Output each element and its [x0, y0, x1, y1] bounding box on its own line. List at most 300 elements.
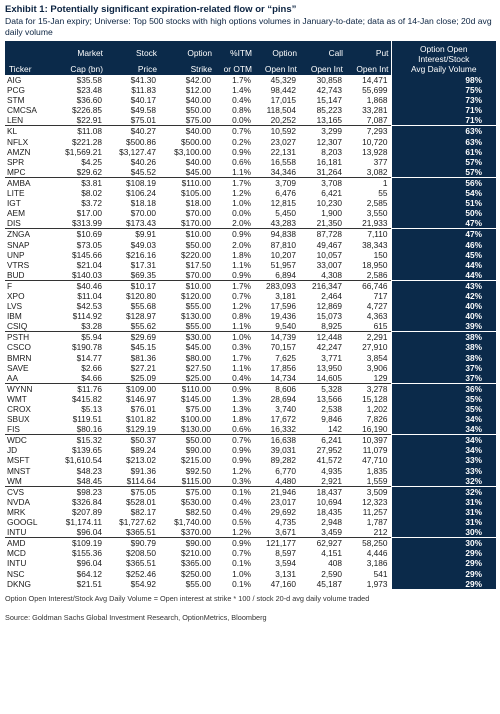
- ticker-cell: BMRN: [7, 352, 32, 363]
- header-cell: Open Int: [254, 59, 299, 75]
- value-cell: 1.1%: [232, 362, 251, 373]
- value-cell: 1.2%: [232, 188, 251, 199]
- value-cell: 0.7%: [232, 548, 251, 559]
- value-cell: $70.00: [185, 269, 211, 280]
- ratio-header-line: Option Open: [420, 44, 468, 54]
- value-cell: $130.00: [181, 424, 211, 435]
- table-row: [5, 404, 496, 414]
- value-cell: $75.05: [105, 486, 159, 497]
- value-cell: $45.52: [130, 166, 156, 177]
- value-cell: $3,127.47: [119, 146, 156, 157]
- value-cell: 11,257: [362, 506, 388, 517]
- value-cell: 29,692: [270, 506, 296, 517]
- table-row: [5, 445, 496, 455]
- value-cell: $11.83: [131, 85, 156, 96]
- value-cell: $528.01: [126, 496, 156, 507]
- value-cell: $120.00: [181, 290, 211, 301]
- value-cell: 16,181: [316, 156, 342, 167]
- value-cell: 43,283: [270, 218, 296, 229]
- value-cell: 3,708: [299, 177, 345, 188]
- ratio-cell: 63%: [391, 126, 496, 137]
- value-cell: $213.02: [126, 455, 156, 466]
- ticker-cell: KL: [5, 126, 49, 137]
- ticker-cell: WM: [7, 475, 22, 486]
- value-cell: 129: [373, 372, 388, 383]
- value-cell: $3,100.00: [174, 146, 211, 157]
- value-cell: $40.00: [185, 156, 211, 167]
- value-cell: 2,921: [321, 475, 342, 486]
- value-cell: $80.16: [76, 424, 102, 435]
- table-row: [5, 270, 496, 281]
- ratio-cell: 29%: [391, 579, 496, 589]
- value-cell: 150: [373, 249, 388, 260]
- value-cell: 87,728: [299, 229, 345, 240]
- value-cell: 33,281: [362, 105, 388, 116]
- value-cell: $40.46: [49, 280, 105, 291]
- ratio-cell: 57%: [391, 167, 496, 178]
- value-cell: 4,735: [275, 517, 296, 528]
- value-cell: 283,093: [254, 280, 299, 291]
- value-cell: $100.00: [181, 414, 211, 425]
- value-cell: $530.00: [181, 496, 211, 507]
- value-cell: 10,230: [316, 198, 342, 209]
- value-cell: $30.00: [159, 332, 214, 343]
- value-cell: 1.2%: [232, 465, 251, 476]
- ratio-cell: 47%: [391, 218, 496, 229]
- value-cell: 0.7%: [214, 126, 254, 137]
- value-cell: 98,442: [270, 85, 296, 96]
- ratio-cell: 71%: [391, 115, 496, 126]
- value-cell: 3,278: [345, 383, 391, 394]
- value-cell: $500.86: [126, 136, 156, 147]
- value-cell: $415.82: [72, 393, 102, 404]
- value-cell: 3,186: [366, 558, 388, 569]
- value-cell: 45,329: [270, 75, 296, 85]
- value-cell: $15.32: [49, 435, 105, 446]
- table-row: [5, 353, 496, 363]
- ratio-cell: 31%: [391, 517, 496, 527]
- header-cell: or OTM: [214, 59, 254, 75]
- value-cell: $92.50: [185, 465, 211, 476]
- value-cell: $500.00: [181, 136, 211, 147]
- ticker-cell: SAVE: [7, 362, 29, 373]
- ticker-cell: WDC: [5, 435, 49, 446]
- value-cell: 21,946: [254, 486, 299, 497]
- value-cell: $70.00: [130, 208, 156, 219]
- ratio-cell: 31%: [391, 507, 496, 517]
- value-cell: $145.00: [181, 393, 211, 404]
- table-row: [5, 424, 496, 435]
- value-cell: $1,740.00: [174, 517, 211, 528]
- value-cell: 12,815: [270, 198, 296, 209]
- table-row: [5, 332, 496, 343]
- value-cell: 7,826: [366, 414, 388, 425]
- value-cell: 21,350: [316, 218, 342, 229]
- ticker-cell: AIG: [7, 75, 22, 85]
- ticker-cell: GOOGL: [7, 517, 38, 528]
- ratio-cell: 44%: [391, 270, 496, 281]
- value-cell: 4,308: [321, 269, 342, 280]
- ticker-cell: NSC: [7, 568, 25, 579]
- value-cell: $11.76: [49, 383, 105, 394]
- value-cell: 17,015: [270, 95, 296, 106]
- ratio-cell: 57%: [391, 157, 496, 167]
- table-row: [5, 250, 496, 260]
- value-cell: $27.21: [130, 362, 156, 373]
- value-cell: $76.01: [130, 404, 156, 414]
- value-cell: $90.79: [105, 538, 159, 549]
- value-cell: 12,448: [299, 332, 345, 343]
- table-row: [5, 435, 496, 446]
- value-cell: $115.00: [181, 475, 211, 486]
- value-cell: 17,672: [270, 414, 296, 425]
- value-cell: $226.85: [72, 105, 102, 116]
- ticker-cell: MSFT: [7, 455, 30, 466]
- value-cell: $75.00: [185, 404, 211, 414]
- value-cell: 1,202: [366, 404, 388, 414]
- ratio-cell: 40%: [391, 311, 496, 321]
- value-cell: 0.8%: [232, 311, 251, 322]
- value-cell: 34,346: [270, 166, 296, 177]
- value-cell: $145.66: [72, 249, 102, 260]
- ticker-cell: IGT: [7, 198, 21, 209]
- value-cell: $17.31: [130, 259, 156, 270]
- value-cell: $2.66: [81, 362, 102, 373]
- ticker-cell: AMBA: [5, 177, 49, 188]
- ratio-cell: 30%: [391, 527, 496, 538]
- value-cell: $5.94: [49, 332, 105, 343]
- value-cell: 20,252: [270, 115, 296, 126]
- value-cell: 1.0%: [232, 198, 251, 209]
- value-cell: $221.28: [72, 136, 102, 147]
- header-cell: Put: [345, 41, 391, 59]
- value-cell: $55.00: [185, 578, 211, 589]
- value-cell: $208.50: [126, 548, 156, 559]
- ticker-cell: PSTH: [5, 332, 49, 343]
- value-cell: $91.36: [130, 465, 156, 476]
- value-cell: $25.00: [185, 372, 211, 383]
- value-cell: 16,332: [270, 424, 296, 435]
- ratio-cell: 39%: [391, 321, 496, 332]
- value-cell: 28,694: [270, 393, 296, 404]
- ticker-cell: CMCSA: [7, 105, 37, 116]
- value-cell: 4,935: [321, 465, 342, 476]
- ticker-cell: WYNN: [5, 383, 49, 394]
- value-cell: $4.25: [81, 156, 102, 167]
- table-row: [5, 455, 496, 465]
- value-cell: $3.81: [49, 177, 105, 188]
- value-cell: 1.8%: [232, 414, 251, 425]
- value-cell: 3,709: [254, 177, 299, 188]
- value-cell: 70,157: [270, 342, 296, 353]
- value-cell: 42,247: [316, 342, 342, 353]
- value-cell: $114.64: [126, 475, 156, 486]
- value-cell: 2,538: [321, 404, 342, 414]
- value-cell: $25.09: [130, 372, 156, 383]
- value-cell: 42,743: [316, 85, 342, 96]
- value-cell: 0.9%: [214, 383, 254, 394]
- table-row: [5, 579, 496, 589]
- value-cell: 0.1%: [232, 558, 251, 569]
- value-cell: $70.00: [185, 208, 211, 219]
- value-cell: 66,746: [345, 280, 391, 291]
- value-cell: 3,299: [299, 126, 345, 137]
- value-cell: 1.2%: [232, 527, 251, 538]
- ticker-cell: NVDA: [7, 496, 31, 507]
- value-cell: 38,343: [362, 239, 388, 250]
- exhibit-subtitle: Data for 15-Jan expiry; Universe: Top 500 stocks with high options volumes in January-to-date; data as of 14-Jan close; 20d avg daily volume: [5, 16, 492, 37]
- value-cell: 8,597: [275, 548, 296, 559]
- header-cell: Option: [159, 41, 214, 59]
- value-cell: $106.24: [126, 188, 156, 199]
- value-cell: $90.00: [185, 445, 211, 456]
- value-cell: $110.00: [159, 383, 214, 394]
- value-cell: 3,594: [275, 558, 296, 569]
- value-cell: $155.36: [72, 548, 102, 559]
- table-row: [5, 311, 496, 321]
- ratio-cell: 61%: [391, 147, 496, 157]
- value-cell: 216,347: [299, 280, 345, 291]
- value-cell: 541: [373, 568, 388, 579]
- value-cell: $10.00: [159, 280, 214, 291]
- value-cell: $370.00: [181, 527, 211, 538]
- source-note: Source: Goldman Sachs Global Investment Research, OptionMetrics, Bloomberg: [5, 612, 267, 622]
- value-cell: $23.48: [76, 85, 102, 96]
- ratio-cell: 30%: [391, 538, 496, 549]
- value-cell: $1,727.62: [119, 517, 156, 528]
- ticker-cell: AEM: [7, 208, 25, 219]
- table-row: [5, 476, 496, 487]
- value-cell: $75.00: [185, 115, 211, 126]
- value-cell: 2,948: [321, 517, 342, 528]
- value-cell: $82.50: [185, 506, 211, 517]
- value-cell: $9.91: [105, 229, 159, 240]
- value-cell: 4,151: [321, 548, 342, 559]
- header-cell: Option: [254, 41, 299, 59]
- table-row: [5, 85, 496, 95]
- ratio-cell: 31%: [391, 497, 496, 507]
- ticker-cell: MCD: [7, 548, 26, 559]
- value-cell: 13,950: [316, 362, 342, 373]
- table-row: [5, 218, 496, 229]
- table-row: [5, 115, 496, 126]
- value-cell: $10.69: [49, 229, 105, 240]
- ratio-cell: 34%: [391, 435, 496, 446]
- value-cell: 9,846: [321, 414, 342, 425]
- value-cell: 17,596: [270, 301, 296, 312]
- value-cell: $4.66: [81, 372, 102, 383]
- value-cell: 10,592: [254, 126, 299, 137]
- header-cell: [5, 41, 49, 59]
- value-cell: $48.23: [76, 465, 102, 476]
- ratio-cell: 44%: [391, 260, 496, 270]
- ticker-cell: PCG: [7, 85, 25, 96]
- value-cell: 1.7%: [214, 280, 254, 291]
- value-cell: 55: [378, 188, 388, 199]
- table-row: [5, 126, 496, 137]
- header-cell: Call: [299, 41, 345, 59]
- value-cell: 89,282: [270, 455, 296, 466]
- value-cell: $365.00: [181, 558, 211, 569]
- value-cell: 18,950: [362, 259, 388, 270]
- value-cell: 16,558: [270, 156, 296, 167]
- value-cell: 10,057: [316, 249, 342, 260]
- value-cell: 9,540: [275, 321, 296, 332]
- ticker-cell: LVS: [7, 301, 23, 312]
- value-cell: $220.00: [181, 249, 211, 260]
- value-cell: $81.36: [130, 352, 156, 363]
- table-row: [5, 280, 496, 291]
- value-cell: $365.51: [126, 558, 156, 569]
- value-cell: $3.72: [81, 198, 102, 209]
- value-cell: $27.50: [185, 362, 211, 373]
- value-cell: 10,397: [345, 435, 391, 446]
- value-cell: $1,610.54: [65, 455, 102, 466]
- table-row: [5, 260, 496, 270]
- value-cell: 22,131: [270, 146, 296, 157]
- value-cell: 3,854: [366, 352, 388, 363]
- value-cell: 1,900: [321, 208, 342, 219]
- value-cell: 18,437: [299, 486, 345, 497]
- ticker-cell: STM: [7, 95, 25, 106]
- table-row: [5, 497, 496, 507]
- header-cell: Market: [49, 41, 105, 59]
- value-cell: 0.9%: [232, 146, 251, 157]
- value-cell: 1.7%: [214, 177, 254, 188]
- value-cell: $55.62: [130, 321, 156, 332]
- table-row: [5, 291, 496, 301]
- value-cell: $173.43: [126, 218, 156, 229]
- ticker-cell: CVS: [5, 486, 49, 497]
- table-row: [5, 137, 496, 147]
- ticker-cell: INTU: [7, 527, 27, 538]
- pins-table: [5, 41, 496, 589]
- value-cell: $64.12: [76, 568, 102, 579]
- value-cell: $40.27: [105, 126, 159, 137]
- value-cell: 14,734: [270, 372, 296, 383]
- ratio-cell: 34%: [391, 424, 496, 435]
- ratio-cell: 46%: [391, 240, 496, 250]
- value-cell: $29.62: [76, 166, 102, 177]
- ratio-cell: 32%: [391, 476, 496, 487]
- value-cell: $80.00: [185, 352, 211, 363]
- value-cell: 12,323: [362, 496, 388, 507]
- value-cell: $110.00: [159, 177, 214, 188]
- value-cell: 6,476: [275, 188, 296, 199]
- value-cell: $250.00: [181, 568, 211, 579]
- value-cell: 0.3%: [232, 475, 251, 486]
- value-cell: $109.19: [49, 538, 105, 549]
- header-cell: Stock: [105, 41, 159, 59]
- table-header: [5, 41, 496, 75]
- value-cell: $146.97: [126, 393, 156, 404]
- value-cell: $5.13: [81, 404, 102, 414]
- value-cell: 1.7%: [232, 352, 251, 363]
- value-cell: 0.6%: [232, 424, 251, 435]
- ticker-cell: LEN: [7, 115, 24, 126]
- value-cell: 11,079: [362, 445, 388, 456]
- value-cell: $36.60: [76, 95, 102, 106]
- ticker-cell: CSIQ: [7, 321, 28, 332]
- table-row: [5, 507, 496, 517]
- value-cell: 2,585: [366, 198, 388, 209]
- value-cell: 10,694: [316, 496, 342, 507]
- value-cell: $45.00: [185, 342, 211, 353]
- table-row: [5, 383, 496, 394]
- ratio-cell: 40%: [391, 301, 496, 311]
- value-cell: $114.92: [72, 311, 102, 322]
- value-cell: $139.65: [72, 445, 102, 456]
- value-cell: $40.00: [185, 95, 211, 106]
- value-cell: 3,509: [345, 486, 391, 497]
- value-cell: 51,957: [270, 259, 296, 270]
- value-cell: $21.04: [76, 259, 102, 270]
- value-cell: 19,436: [270, 311, 296, 322]
- value-cell: 0.7%: [232, 290, 251, 301]
- value-cell: $41.30: [130, 75, 156, 85]
- ratio-cell: 34%: [391, 445, 496, 455]
- table-row: [5, 394, 496, 404]
- value-cell: $11.08: [49, 126, 105, 137]
- value-cell: $108.19: [105, 177, 159, 188]
- value-cell: $54.92: [130, 578, 156, 589]
- ticker-cell: UNP: [7, 249, 25, 260]
- ticker-cell: JD: [7, 445, 18, 456]
- ratio-cell: 54%: [391, 188, 496, 198]
- value-cell: 14,605: [316, 372, 342, 383]
- table-row: [5, 342, 496, 352]
- value-cell: $170.00: [181, 218, 211, 229]
- value-cell: $18.18: [130, 198, 156, 209]
- ratio-header: [391, 41, 496, 75]
- value-cell: $96.04: [76, 527, 102, 538]
- table-row: [5, 558, 496, 568]
- ratio-cell: 37%: [391, 373, 496, 384]
- value-cell: $120.80: [126, 290, 156, 301]
- header-cell: Price: [105, 59, 159, 75]
- ratio-cell: 50%: [391, 208, 496, 218]
- value-cell: 212: [373, 527, 388, 538]
- value-cell: 142: [328, 424, 342, 435]
- header-cell: %ITM: [214, 41, 254, 59]
- ratio-header-line: Interest/Stock: [418, 54, 470, 64]
- value-cell: $35.58: [76, 75, 102, 85]
- value-cell: 6,241: [299, 435, 345, 446]
- value-cell: $40.00: [159, 126, 214, 137]
- ticker-cell: FIS: [7, 424, 20, 435]
- value-cell: $48.45: [76, 475, 102, 486]
- value-cell: 49,467: [316, 239, 342, 250]
- value-cell: 0.4%: [232, 506, 251, 517]
- value-cell: $11.04: [77, 290, 102, 301]
- value-cell: 3,550: [366, 208, 388, 219]
- value-cell: $207.89: [72, 506, 102, 517]
- table-row: [5, 486, 496, 497]
- value-cell: $21.51: [76, 578, 102, 589]
- value-cell: $14.77: [76, 352, 102, 363]
- value-cell: 12,869: [316, 301, 342, 312]
- value-cell: 3,082: [366, 166, 388, 177]
- value-cell: $130.00: [181, 311, 211, 322]
- value-cell: 27,952: [316, 445, 342, 456]
- value-cell: $90.00: [159, 538, 214, 549]
- ticker-cell: DKNG: [7, 578, 31, 589]
- value-cell: $1,569.21: [65, 146, 102, 157]
- value-cell: 14,739: [254, 332, 299, 343]
- value-cell: 5,450: [275, 208, 296, 219]
- value-cell: 62,927: [299, 538, 345, 549]
- value-cell: 13,165: [316, 115, 342, 126]
